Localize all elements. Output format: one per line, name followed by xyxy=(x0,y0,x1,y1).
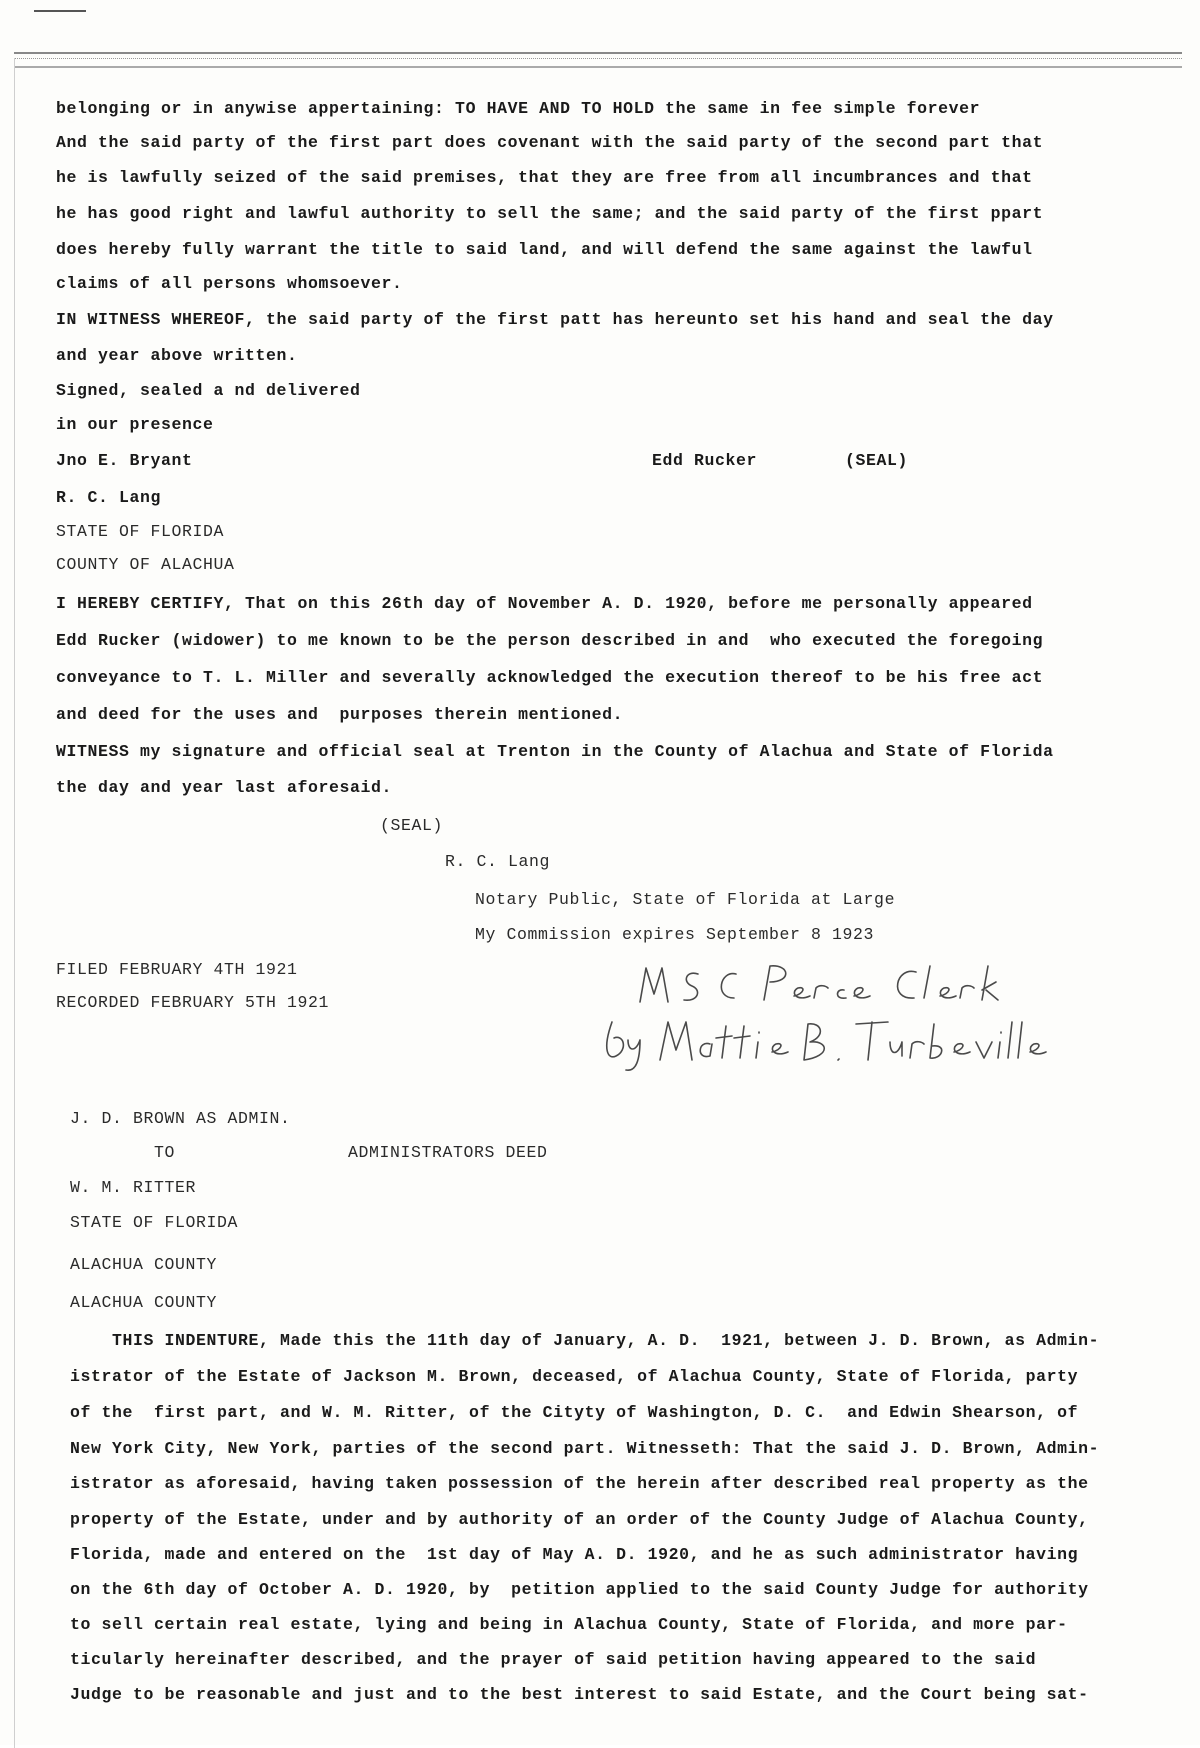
deed1-line: he is lawfully seized of the said premises, that they are free from all incumbrances and that xyxy=(56,168,1033,187)
county-heading: COUNTY OF ALACHUA xyxy=(56,555,235,574)
deed2-body-line: Judge to be reasonable and just and to the best interest to said Estate, and the Court being sat- xyxy=(70,1685,1089,1704)
certificate-line: and deed for the uses and purposes therein mentioned. xyxy=(56,705,624,724)
witness-name: R. C. Lang xyxy=(56,488,162,507)
deed1-line: IN WITNESS WHEREOF, the said party of the first patt has hereunto set his hand and seal the day xyxy=(56,310,1054,329)
deed2-body-line: istrator as aforesaid, having taken possession of the herein after described real property as the xyxy=(70,1474,1089,1493)
grantor-name: Edd Rucker xyxy=(652,451,758,470)
certificate-line: I HEREBY CERTIFY, That on this 26th day of November A. D. 1920, before me personally appeared xyxy=(56,594,1033,613)
certificate-line: the day and year last aforesaid. xyxy=(56,778,393,797)
page-left-edge xyxy=(14,58,15,1748)
deed2-body-line: on the 6th day of October A. D. 1920, by petition applied to the said County Judge for authority xyxy=(70,1580,1089,1599)
witness-name: Jno E. Bryant xyxy=(56,451,193,470)
filed-date: FILED FEBRUARY 4TH 1921 xyxy=(56,960,298,979)
notary-title: Notary Public, State of Florida at Large xyxy=(475,890,896,909)
recorded-date: RECORDED FEBRUARY 5TH 1921 xyxy=(56,993,330,1012)
certificate-line: Edd Rucker (widower) to me known to be the person described in and who executed the foregoing xyxy=(56,631,1044,650)
deed2-body-line: ticularly hereinafter described, and the prayer of said petition having appeared to the said xyxy=(70,1650,1037,1669)
clerk-signature xyxy=(598,960,1058,1080)
deed1-line: Signed, sealed a nd delivered xyxy=(56,381,361,400)
certificate-line: conveyance to T. L. Miller and severally acknowledged the execution thereof to be his free act xyxy=(56,668,1044,687)
deed2-body-line: New York City, New York, parties of the second part. Witnesseth: That the said J. D. Brown, Admin- xyxy=(70,1439,1100,1458)
deed2-type: ADMINISTRATORS DEED xyxy=(348,1143,548,1162)
grantor-seal: (SEAL) xyxy=(845,451,909,470)
deed2-grantee: W. M. RITTER xyxy=(70,1178,197,1197)
deed2-state: STATE OF FLORIDA xyxy=(70,1213,239,1232)
notary-seal: (SEAL) xyxy=(380,816,444,835)
deed1-line: does hereby fully warrant the title to said land, and will defend the same against the lawful xyxy=(56,240,1033,259)
header-rule xyxy=(14,52,1182,68)
certificate-line: WITNESS my signature and official seal at Trenton in the County of Alachua and State of Florida xyxy=(56,742,1054,761)
deed2-body-line: property of the Estate, under and by authority of an order of the County Judge of Alachua County, xyxy=(70,1510,1089,1529)
page-number-mark xyxy=(34,0,86,12)
deed2-county: ALACHUA COUNTY xyxy=(70,1255,218,1274)
deed2-to: TO xyxy=(154,1143,176,1162)
deed2-body-line: THIS INDENTURE, Made this the 11th day of January, A. D. 1921, between J. D. Brown, as Admin- xyxy=(70,1331,1100,1350)
notary-commission: My Commission expires September 8 1923 xyxy=(475,925,875,944)
deed1-line: he has good right and lawful authority to sell the same; and the said party of the first ppart xyxy=(56,204,1044,223)
deed2-body-line: Florida, made and entered on the 1st day of May A. D. 1920, and he as such administrator having xyxy=(70,1545,1079,1564)
deed2-body-line: to sell certain real estate, lying and being in Alachua County, State of Florida, and more par- xyxy=(70,1615,1068,1634)
deed2-body-line: of the first part, and W. M. Ritter, of the Cityty of Washington, D. C. and Edwin Shearson, of xyxy=(70,1403,1079,1422)
deed2-body-line: istrator of the Estate of Jackson M. Brown, deceased, of Alachua County, State of Florida, party xyxy=(70,1367,1079,1386)
deed1-line: in our presence xyxy=(56,415,214,434)
deed1-line: claims of all persons whomsoever. xyxy=(56,274,403,293)
deed1-line: and year above written. xyxy=(56,346,298,365)
deed2-county: ALACHUA COUNTY xyxy=(70,1293,218,1312)
deed1-line: And the said party of the first part does covenant with the said party of the second part that xyxy=(56,133,1044,152)
state-heading: STATE OF FLORIDA xyxy=(56,522,225,541)
deed1-line: belonging or in anywise appertaining: TO HAVE AND TO HOLD the same in fee simple forever xyxy=(56,99,981,118)
deed2-grantor: J. D. BROWN AS ADMIN. xyxy=(70,1109,291,1128)
notary-name: R. C. Lang xyxy=(445,852,551,871)
